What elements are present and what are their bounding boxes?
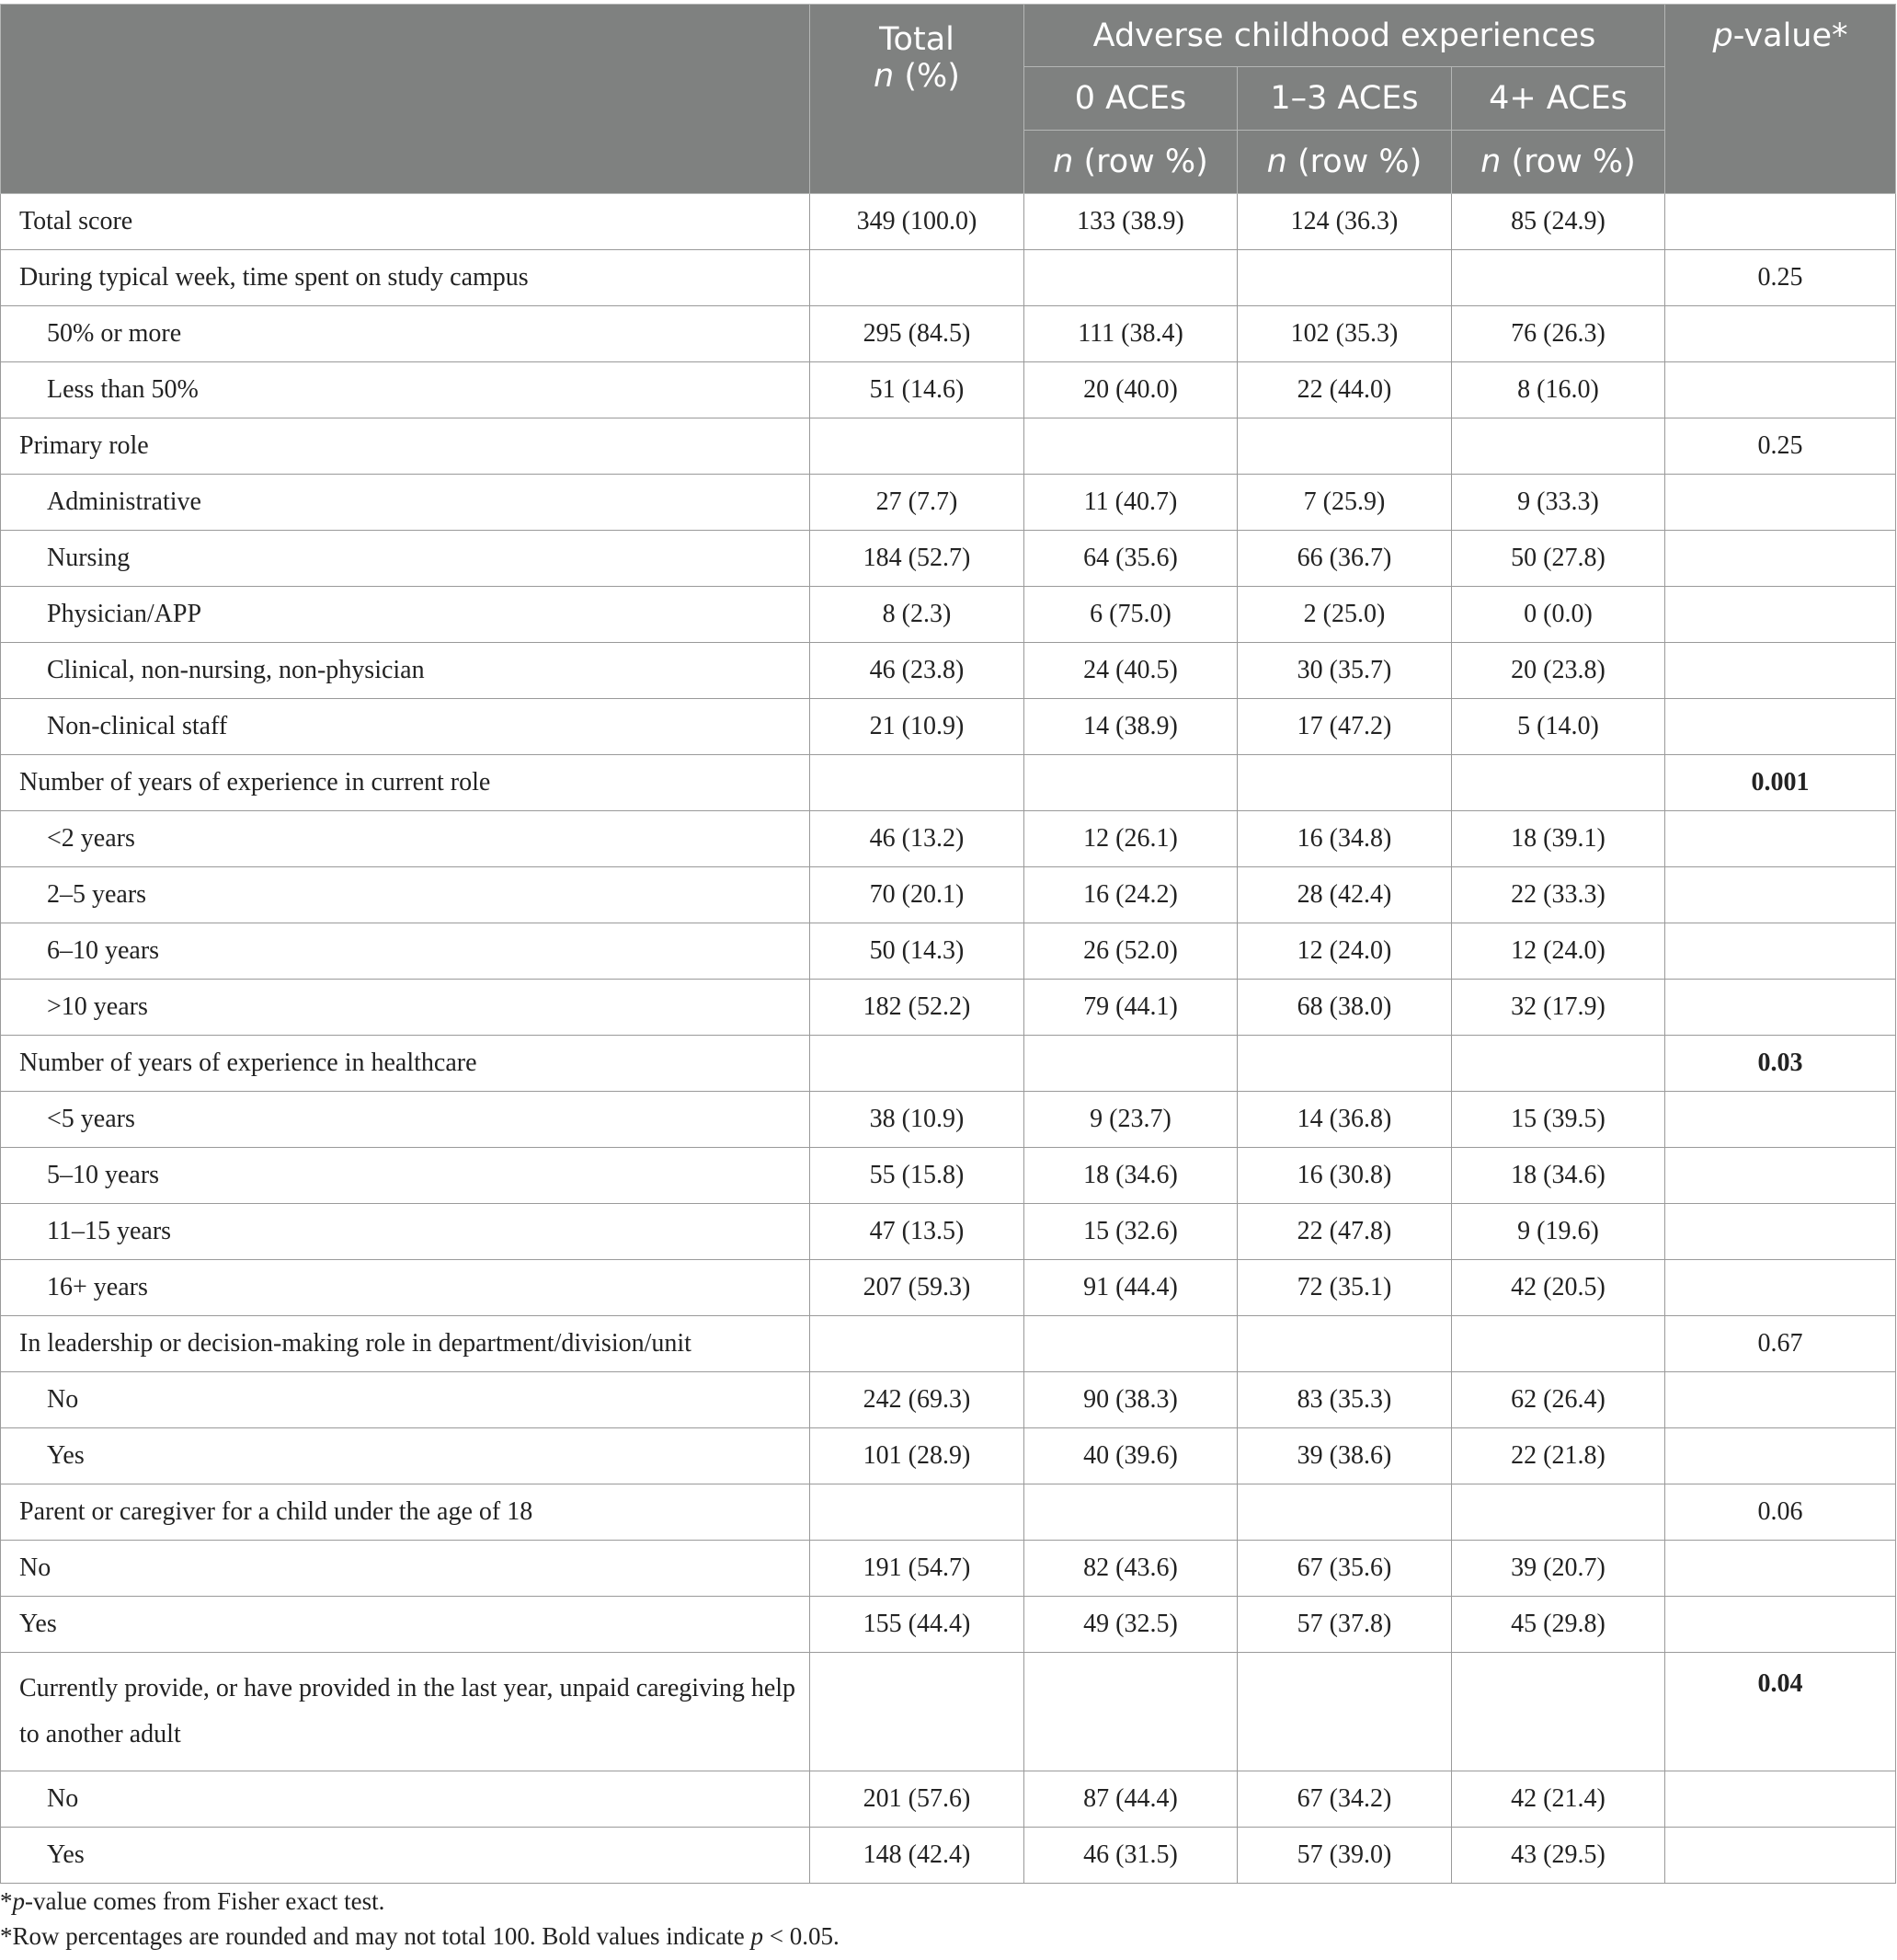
cell-pvalue	[1665, 1428, 1896, 1484]
row-label: Currently provide, or have provided in the last year, unpaid caregiving help to another adult	[1, 1653, 810, 1771]
cell-4plus-aces: 18 (39.1)	[1452, 811, 1665, 867]
cell-pvalue: 0.67	[1665, 1316, 1896, 1372]
row-label: No	[1, 1771, 810, 1828]
cell-pvalue	[1665, 306, 1896, 362]
table-row	[1, 923, 1896, 980]
cell-1-3-aces: 124 (36.3)	[1238, 194, 1452, 250]
row-label: Number of years of experience in current role	[1, 755, 810, 811]
cell-4plus-aces: 22 (33.3)	[1452, 867, 1665, 923]
cell-pvalue	[1665, 475, 1896, 531]
cell-total: 46 (13.2)	[810, 811, 1024, 867]
row-label: <2 years	[1, 811, 810, 867]
cell-1-3-aces: 67 (34.2)	[1238, 1771, 1452, 1828]
row-label: Yes	[1, 1597, 810, 1653]
table-row	[1, 643, 1896, 699]
cell-0-aces: 87 (44.4)	[1024, 1771, 1238, 1828]
cell-0-aces	[1024, 1653, 1238, 1771]
footnote-2-end: < 0.05.	[763, 1922, 840, 1950]
cell-0-aces: 18 (34.6)	[1024, 1148, 1238, 1204]
cell-4plus-aces: 42 (21.4)	[1452, 1771, 1665, 1828]
footnote-1	[0, 1887, 1897, 1916]
table-row	[1, 250, 1896, 306]
cell-0-aces	[1024, 1036, 1238, 1092]
cell-4plus-aces: 22 (21.8)	[1452, 1428, 1665, 1484]
table-row	[1, 1828, 1896, 1884]
header-pvalue-p: p	[1712, 17, 1733, 54]
cell-4plus-aces: 50 (27.8)	[1452, 531, 1665, 587]
cell-4plus-aces: 12 (24.0)	[1452, 923, 1665, 980]
row-label: No	[1, 1372, 810, 1428]
cell-total: 184 (52.7)	[810, 531, 1024, 587]
cell-0-aces: 14 (38.9)	[1024, 699, 1238, 755]
cell-total: 201 (57.6)	[810, 1771, 1024, 1828]
table-row	[1, 1541, 1896, 1597]
cell-pvalue	[1665, 1771, 1896, 1828]
cell-total	[810, 1484, 1024, 1541]
cell-pvalue: 0.06	[1665, 1484, 1896, 1541]
cell-total: 46 (23.8)	[810, 643, 1024, 699]
cell-4plus-aces: 43 (29.5)	[1452, 1828, 1665, 1884]
cell-1-3-aces: 83 (35.3)	[1238, 1372, 1452, 1428]
table-row	[1, 980, 1896, 1036]
header-unit-4plus-aces	[1452, 131, 1665, 194]
cell-total: 70 (20.1)	[810, 867, 1024, 923]
cell-1-3-aces: 22 (47.8)	[1238, 1204, 1452, 1260]
cell-0-aces: 40 (39.6)	[1024, 1428, 1238, 1484]
cell-total: 50 (14.3)	[810, 923, 1024, 980]
cell-4plus-aces	[1452, 755, 1665, 811]
header-unit-n: n	[1480, 143, 1502, 180]
cell-1-3-aces: 66 (36.7)	[1238, 531, 1452, 587]
header-unit-n: n	[1053, 143, 1074, 180]
table-row	[1, 811, 1896, 867]
cell-4plus-aces: 62 (26.4)	[1452, 1372, 1665, 1428]
cell-pvalue	[1665, 1597, 1896, 1653]
cell-4plus-aces	[1452, 1484, 1665, 1541]
table-row	[1, 531, 1896, 587]
cell-4plus-aces	[1452, 250, 1665, 306]
row-label: During typical week, time spent on study campus	[1, 250, 810, 306]
cell-pvalue: 0.04	[1665, 1653, 1896, 1771]
cell-total: 295 (84.5)	[810, 306, 1024, 362]
cell-0-aces	[1024, 755, 1238, 811]
footnote-1-text: -value comes from Fisher exact test.	[25, 1887, 385, 1915]
header-unit-rest: (row %)	[1501, 143, 1636, 180]
cell-4plus-aces: 32 (17.9)	[1452, 980, 1665, 1036]
footnote-1-p: p	[12, 1887, 25, 1915]
cell-4plus-aces: 85 (24.9)	[1452, 194, 1665, 250]
cell-pvalue	[1665, 643, 1896, 699]
aces-table	[0, 4, 1896, 1884]
table-row	[1, 587, 1896, 643]
table-row	[1, 1036, 1896, 1092]
cell-0-aces: 20 (40.0)	[1024, 362, 1238, 418]
cell-0-aces: 111 (38.4)	[1024, 306, 1238, 362]
row-label: Less than 50%	[1, 362, 810, 418]
cell-1-3-aces: 28 (42.4)	[1238, 867, 1452, 923]
cell-pvalue: 0.001	[1665, 755, 1896, 811]
cell-total	[810, 755, 1024, 811]
cell-1-3-aces	[1238, 250, 1452, 306]
header-subgroup-4plus-aces: 4+ ACEs	[1452, 67, 1665, 131]
cell-1-3-aces: 30 (35.7)	[1238, 643, 1452, 699]
header-subgroup-0-aces: 0 ACEs	[1024, 67, 1238, 131]
cell-1-3-aces	[1238, 1036, 1452, 1092]
cell-pvalue	[1665, 1204, 1896, 1260]
table-header	[1, 5, 1896, 194]
table-row	[1, 1428, 1896, 1484]
cell-1-3-aces	[1238, 1316, 1452, 1372]
cell-pvalue	[1665, 1260, 1896, 1316]
cell-pvalue	[1665, 923, 1896, 980]
cell-total: 148 (42.4)	[810, 1828, 1024, 1884]
cell-4plus-aces	[1452, 418, 1665, 475]
cell-total	[810, 418, 1024, 475]
cell-0-aces: 90 (38.3)	[1024, 1372, 1238, 1428]
cell-pvalue	[1665, 811, 1896, 867]
cell-total: 349 (100.0)	[810, 194, 1024, 250]
row-label: 11–15 years	[1, 1204, 810, 1260]
row-label: Yes	[1, 1428, 810, 1484]
cell-total	[810, 250, 1024, 306]
table-row	[1, 306, 1896, 362]
cell-0-aces: 26 (52.0)	[1024, 923, 1238, 980]
row-label: 50% or more	[1, 306, 810, 362]
header-total-line1: Total	[879, 21, 954, 58]
cell-0-aces: 46 (31.5)	[1024, 1828, 1238, 1884]
cell-0-aces: 9 (23.7)	[1024, 1092, 1238, 1148]
table-row	[1, 867, 1896, 923]
cell-4plus-aces: 20 (23.8)	[1452, 643, 1665, 699]
table-row	[1, 475, 1896, 531]
cell-1-3-aces: 57 (37.8)	[1238, 1597, 1452, 1653]
table-container	[0, 4, 1895, 1884]
row-label: <5 years	[1, 1092, 810, 1148]
cell-pvalue: 0.03	[1665, 1036, 1896, 1092]
cell-4plus-aces: 9 (33.3)	[1452, 475, 1665, 531]
row-label: 5–10 years	[1, 1148, 810, 1204]
cell-pvalue	[1665, 1148, 1896, 1204]
row-label: 2–5 years	[1, 867, 810, 923]
cell-total	[810, 1653, 1024, 1771]
cell-0-aces: 133 (38.9)	[1024, 194, 1238, 250]
table-row	[1, 418, 1896, 475]
header-total-n: n	[874, 58, 895, 95]
cell-1-3-aces	[1238, 755, 1452, 811]
cell-0-aces: 16 (24.2)	[1024, 867, 1238, 923]
cell-0-aces: 6 (75.0)	[1024, 587, 1238, 643]
cell-1-3-aces: 72 (35.1)	[1238, 1260, 1452, 1316]
row-label: Administrative	[1, 475, 810, 531]
header-pvalue-rest: -value*	[1732, 17, 1848, 54]
footnote-2-p: p	[750, 1922, 764, 1950]
cell-1-3-aces	[1238, 418, 1452, 475]
cell-4plus-aces: 45 (29.8)	[1452, 1597, 1665, 1653]
cell-pvalue	[1665, 587, 1896, 643]
footnote-1-star: *	[0, 1887, 13, 1915]
cell-total: 101 (28.9)	[810, 1428, 1024, 1484]
cell-pvalue	[1665, 531, 1896, 587]
cell-1-3-aces: 67 (35.6)	[1238, 1541, 1452, 1597]
cell-pvalue	[1665, 194, 1896, 250]
cell-1-3-aces: 2 (25.0)	[1238, 587, 1452, 643]
cell-1-3-aces	[1238, 1653, 1452, 1771]
cell-total: 8 (2.3)	[810, 587, 1024, 643]
cell-0-aces	[1024, 250, 1238, 306]
cell-pvalue	[1665, 1372, 1896, 1428]
cell-total: 155 (44.4)	[810, 1597, 1024, 1653]
cell-1-3-aces: 7 (25.9)	[1238, 475, 1452, 531]
table-row	[1, 699, 1896, 755]
footnote-2	[0, 1922, 1897, 1951]
cell-4plus-aces: 15 (39.5)	[1452, 1092, 1665, 1148]
cell-4plus-aces: 5 (14.0)	[1452, 699, 1665, 755]
row-label: 6–10 years	[1, 923, 810, 980]
cell-0-aces	[1024, 418, 1238, 475]
footnote-2-text: *Row percentages are rounded and may not total 100. Bold values indicate	[0, 1922, 751, 1950]
header-total	[810, 5, 1024, 194]
cell-1-3-aces: 17 (47.2)	[1238, 699, 1452, 755]
cell-total: 182 (52.2)	[810, 980, 1024, 1036]
row-label: Nursing	[1, 531, 810, 587]
cell-1-3-aces	[1238, 1484, 1452, 1541]
row-label: Physician/APP	[1, 587, 810, 643]
table-row	[1, 755, 1896, 811]
row-label: Yes	[1, 1828, 810, 1884]
header-unit-1-3-aces	[1238, 131, 1452, 194]
table-row	[1, 1484, 1896, 1541]
cell-total: 47 (13.5)	[810, 1204, 1024, 1260]
table-row	[1, 1372, 1896, 1428]
cell-pvalue: 0.25	[1665, 418, 1896, 475]
header-subgroup-1-3-aces: 1–3 ACEs	[1238, 67, 1452, 131]
table-row	[1, 1771, 1896, 1828]
cell-1-3-aces: 14 (36.8)	[1238, 1092, 1452, 1148]
table-row	[1, 1260, 1896, 1316]
header-unit-0-aces	[1024, 131, 1238, 194]
table-body	[1, 194, 1896, 1884]
cell-total	[810, 1036, 1024, 1092]
cell-0-aces: 24 (40.5)	[1024, 643, 1238, 699]
cell-1-3-aces: 12 (24.0)	[1238, 923, 1452, 980]
cell-4plus-aces	[1452, 1653, 1665, 1771]
cell-4plus-aces: 42 (20.5)	[1452, 1260, 1665, 1316]
cell-0-aces: 82 (43.6)	[1024, 1541, 1238, 1597]
cell-4plus-aces: 76 (26.3)	[1452, 306, 1665, 362]
table-row	[1, 362, 1896, 418]
cell-4plus-aces: 39 (20.7)	[1452, 1541, 1665, 1597]
header-total-unit: (%)	[894, 58, 960, 95]
header-group: Adverse childhood experiences	[1024, 5, 1665, 67]
cell-pvalue	[1665, 867, 1896, 923]
table-row	[1, 1148, 1896, 1204]
table-row	[1, 194, 1896, 250]
cell-total	[810, 1316, 1024, 1372]
cell-total: 51 (14.6)	[810, 362, 1024, 418]
cell-1-3-aces: 68 (38.0)	[1238, 980, 1452, 1036]
cell-4plus-aces	[1452, 1036, 1665, 1092]
cell-0-aces: 91 (44.4)	[1024, 1260, 1238, 1316]
cell-1-3-aces: 57 (39.0)	[1238, 1828, 1452, 1884]
table-row	[1, 1204, 1896, 1260]
cell-pvalue	[1665, 1092, 1896, 1148]
header-pvalue	[1665, 5, 1896, 194]
table-row	[1, 1653, 1896, 1771]
cell-0-aces	[1024, 1316, 1238, 1372]
cell-1-3-aces: 102 (35.3)	[1238, 306, 1452, 362]
cell-1-3-aces: 22 (44.0)	[1238, 362, 1452, 418]
row-label: No	[1, 1541, 810, 1597]
cell-total: 191 (54.7)	[810, 1541, 1024, 1597]
row-label: Clinical, non-nursing, non-physician	[1, 643, 810, 699]
cell-total: 38 (10.9)	[810, 1092, 1024, 1148]
cell-4plus-aces: 18 (34.6)	[1452, 1148, 1665, 1204]
cell-0-aces: 79 (44.1)	[1024, 980, 1238, 1036]
table-row	[1, 1316, 1896, 1372]
row-label: >10 years	[1, 980, 810, 1036]
row-label: 16+ years	[1, 1260, 810, 1316]
cell-1-3-aces: 16 (34.8)	[1238, 811, 1452, 867]
header-unit-rest: (row %)	[1073, 143, 1208, 180]
row-label: Primary role	[1, 418, 810, 475]
cell-total: 55 (15.8)	[810, 1148, 1024, 1204]
cell-4plus-aces: 0 (0.0)	[1452, 587, 1665, 643]
cell-0-aces: 49 (32.5)	[1024, 1597, 1238, 1653]
cell-pvalue	[1665, 980, 1896, 1036]
cell-0-aces: 12 (26.1)	[1024, 811, 1238, 867]
cell-0-aces: 64 (35.6)	[1024, 531, 1238, 587]
cell-1-3-aces: 39 (38.6)	[1238, 1428, 1452, 1484]
cell-0-aces: 15 (32.6)	[1024, 1204, 1238, 1260]
row-label: In leadership or decision-making role in department/division/unit	[1, 1316, 810, 1372]
cell-total: 21 (10.9)	[810, 699, 1024, 755]
header-unit-rest: (row %)	[1286, 143, 1423, 180]
cell-total: 242 (69.3)	[810, 1372, 1024, 1428]
cell-1-3-aces: 16 (30.8)	[1238, 1148, 1452, 1204]
cell-0-aces: 11 (40.7)	[1024, 475, 1238, 531]
table-row	[1, 1092, 1896, 1148]
cell-4plus-aces: 8 (16.0)	[1452, 362, 1665, 418]
header-label-cell	[1, 5, 810, 194]
row-label: Non-clinical staff	[1, 699, 810, 755]
row-label: Total score	[1, 194, 810, 250]
cell-4plus-aces: 9 (19.6)	[1452, 1204, 1665, 1260]
cell-pvalue	[1665, 1828, 1896, 1884]
cell-0-aces	[1024, 1484, 1238, 1541]
table-row	[1, 1597, 1896, 1653]
cell-pvalue	[1665, 1541, 1896, 1597]
cell-pvalue	[1665, 362, 1896, 418]
cell-total: 27 (7.7)	[810, 475, 1024, 531]
cell-pvalue: 0.25	[1665, 250, 1896, 306]
cell-4plus-aces	[1452, 1316, 1665, 1372]
row-label: Parent or caregiver for a child under the age of 18	[1, 1484, 810, 1541]
row-label: Number of years of experience in healthcare	[1, 1036, 810, 1092]
cell-pvalue	[1665, 699, 1896, 755]
cell-total: 207 (59.3)	[810, 1260, 1024, 1316]
header-unit-n: n	[1266, 143, 1287, 180]
